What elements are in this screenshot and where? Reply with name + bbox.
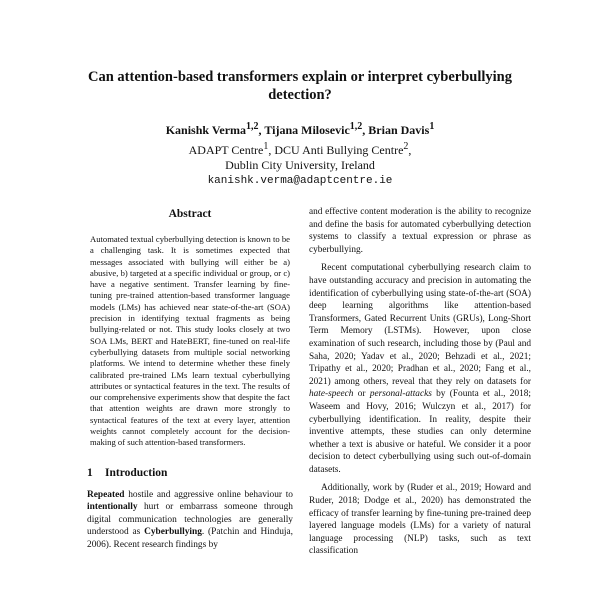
abstract-heading: Abstract <box>168 208 212 220</box>
author-sep-1: , <box>258 123 265 137</box>
affiliation-line-1 <box>40 139 560 159</box>
p2-text-2: or <box>353 389 370 400</box>
p2-text-3: by (Founta et al., 2018; Waseem and Hovy, 2016; Wulczyn et al., 2017) for cyberbullying identification. In reality, despite their inventive attempts, these studies can only determine whether a text is abusive or hateful. We consider it a poor decision to detect cyberbullying using such out-of-domain datasets. <box>309 389 531 475</box>
intro-text-1: hostile and aggressive online behaviour to <box>124 489 293 500</box>
introduction-paragraph <box>87 489 293 552</box>
right-paragraph-1: and effective content moderation is the ability to recognize and define the basis for automated cyberbullying detection systems to classify a textual expression or phrase as cyberbullying. <box>309 207 531 255</box>
intro-text-3: . (Patchin and Hinduja, 2006). Recent research findings by <box>87 527 293 550</box>
intro-text-2: hurt or embarrass someone through digital communication technologies are generally understood as <box>87 502 293 538</box>
p2-text-1: Recent computational cyberbullying research claim to have outstanding accuracy and precision in automating the identification of cyberbullying using state-of-the-art (SOA) deep learning algorithms like attention-based Transformers, Gated Recurrent Units (GRUs), Long-Short Term Memory (LSTMs). However, upon close examination of such research, including those by (Paul and Saha, 2020; Yadav et al., 2020; Behzadi et al., 2021; Tripathy et al., 2020; Pradhan et al., 2020; Fang et al., 2021) among others, reveal that they rely on datasets for <box>309 263 531 387</box>
title-line-2: detection? <box>268 87 332 103</box>
author-2: Tijana Milosevic <box>264 123 350 137</box>
bold-term-repeated: Repeated <box>87 489 125 500</box>
affiliation-end: , <box>408 142 412 157</box>
author-3: Brian Davis <box>368 123 430 137</box>
affiliation-2: , DCU Anti Bullying Centre <box>268 142 404 157</box>
right-column <box>309 206 531 564</box>
left-column <box>87 208 293 551</box>
bold-term-cyberbullying: Cyberbullying <box>144 527 202 538</box>
abstract-text: Automated textual cyberbullying detection is known to be a challenging task. It is sometimes expected that messages associated with bullying will either be a) abusive, b) targeted at a specific individual or group, or c) have a negative sentiment. Transfer learning by fine-tuning pre-trained attention-based transformer language models (LMs) has achieved near state-of-the-art (SOA) precision in identifying textual fragments as being bullying-related or not. This study looks closely at two SOA LMs, BERT and HateBERT, fine-tuned on real-life cyberbullying datasets from multiple social networking platforms. We intend to determine whether these finely calibrated pre-trained LMs learn textual cyberbullying attributes or syntactical features in the text. The results of our comprehensive experiments show that despite the fact that attention weights are drawn more strongly to syntactical features of the text at every layer, attention weights cannot completely account for the decision-making of such attention-based transformers. <box>90 234 290 448</box>
introduction-heading <box>87 467 293 479</box>
author-3-affil: 1 <box>429 121 435 132</box>
affiliation-1-num: 1 <box>263 140 269 152</box>
section-title: Introduction <box>105 466 168 479</box>
affiliation-2-num: 2 <box>403 140 409 152</box>
author-email: kanishk.verma@adaptcentre.ie <box>207 174 393 187</box>
author-block <box>40 119 560 189</box>
right-paragraph-3: Additionally, work by (Ruder et al., 2019; Howard and Ruder, 2018; Dodge et al., 2020) has demonstrated the efficacy of transfer learning by fine-tuning pre-trained deep layered language models (LMs) for a variety of natural language processing (NLP) tasks, such as text classification <box>309 483 531 557</box>
affiliation-line-2: Dublin City University, Ireland <box>225 158 375 172</box>
author-1: Kanishk Verma <box>165 123 247 137</box>
bold-term-intentionally: intentionally <box>87 502 138 513</box>
author-2-affil: 1,2 <box>349 121 363 132</box>
italic-personal-attacks: personal-attacks <box>369 389 432 400</box>
author-1-affil: 1,2 <box>246 121 259 132</box>
affiliation-1: ADAPT Centre <box>188 142 264 157</box>
author-sep-2: , <box>362 123 369 137</box>
section-number: 1 <box>87 466 93 479</box>
paper-title <box>40 68 560 104</box>
right-paragraph-2 <box>309 262 531 476</box>
italic-hate-speech: hate-speech <box>309 389 354 400</box>
title-line-1: Can attention-based transformers explain or interpret cyberbullying <box>88 69 512 85</box>
author-names <box>40 119 560 139</box>
